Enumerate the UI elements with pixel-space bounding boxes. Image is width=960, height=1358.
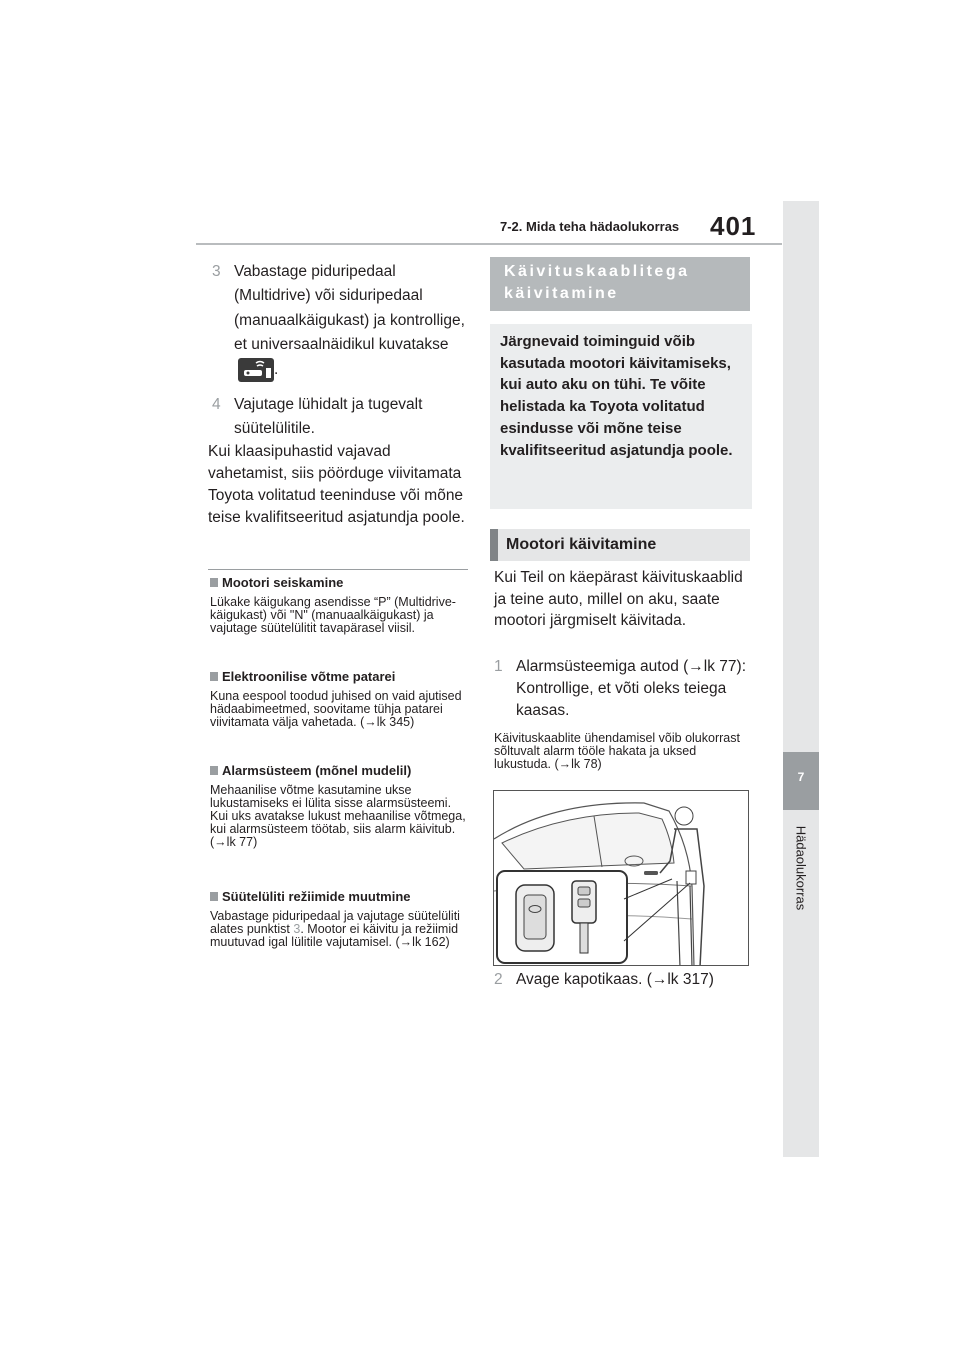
chapter-label: Hädaolukorras xyxy=(793,825,809,911)
intro-paragraph: Kui Teil on käepärast käivituskaablid ja teine auto, millel on aku, saate mootori järgmiselt käivitada. xyxy=(494,569,743,629)
note-marker-icon xyxy=(210,578,218,587)
step-number: 4 xyxy=(212,396,221,413)
step-text: Avage kapotikaas. (→lk 317) xyxy=(516,971,714,988)
step-number: 3 xyxy=(212,263,221,280)
step-text: Vajutage lühidalt ja tugevalt süütelülitile. xyxy=(234,396,423,437)
notes-divider xyxy=(208,569,468,570)
body-paragraph: Kui klaasipuhastid vajavad vahetamist, siis pöörduge viivitamata Toyota volitatud teeninduse või mõne teise kvalifitseeritud asjatundja poole. xyxy=(208,443,465,526)
step-reference: 3 xyxy=(293,922,301,936)
step-number: 1 xyxy=(494,658,503,675)
section-heading: Mootori käivitamine xyxy=(490,529,750,561)
topic-banner: Käivituskaablitega käivitamine xyxy=(490,257,750,311)
note-marker-icon xyxy=(210,672,218,681)
note-title-text: Elektroonilise võtme patarei xyxy=(222,669,396,684)
step-text-end: . xyxy=(274,360,279,378)
note-title-text: Süütelüliti režiimide muutmine xyxy=(222,889,411,904)
note-title-text: Alarmsüsteem (mõnel mudelil) xyxy=(222,763,412,778)
header-divider xyxy=(196,243,782,245)
note-title xyxy=(210,763,411,779)
note-body: Lükake käigukang asendisse “P” (Multidrive-käigukast) või "N" (manuaalkäigukast) ja vajutage süütelülitit tavapärasel viisil. xyxy=(210,595,456,635)
note-title xyxy=(210,669,395,685)
note-title-text: Mootori seiskamine xyxy=(222,575,344,590)
step-1 xyxy=(494,656,752,722)
illustration-person-with-key xyxy=(493,790,749,966)
note-body: Vabastage piduripedaal ja vajutage süütelüliti alates punktist 3. Mootor ei käivitu ja režiimid muutuvad igal lülitile vajutamisel. (→lk 162) xyxy=(210,909,460,949)
step-3 xyxy=(212,260,470,382)
note-title xyxy=(210,889,411,905)
note-body: Kuna eespool toodud juhised on vaid ajutised hädaabimeetmed, soovitame tühja patarei viivitamata välja vahetada. (→lk 345) xyxy=(210,689,462,729)
info-box: Järgnevaid toiminguid võib kasutada mootori käivitamiseks, kui auto aku on tühi. Te võite helistada ka Toyota volitatud esindusse või mõne teise kvalifitseeritud asjatundja poole. xyxy=(490,324,752,509)
page-number: 401 xyxy=(710,211,757,241)
section-title: 7-2. Mida teha hädaolukorras xyxy=(500,219,680,234)
note-title xyxy=(210,575,343,591)
step-2 xyxy=(494,968,752,992)
alarm-note: Käivituskaablite ühendamisel võib olukorrast sõltuvalt alarm tööle hakata ja uksed lukustuda. (→lk 78) xyxy=(494,731,740,771)
note-marker-icon xyxy=(210,766,218,775)
note-marker-icon xyxy=(210,892,218,901)
step-text: Alarmsüsteemiga autod (→lk 77): Kontrollige, et võti oleks teiega kaasas. xyxy=(516,658,747,719)
car-door-key-illustration xyxy=(494,791,749,966)
note-body: Mehaanilise võtme kasutamine ukse lukustamiseks ei lülita sisse alarmsüsteemi. Kui uks avatakse lukust mehaanilise võtmega, kui alarmsüsteem töötab, siis alarm käivitub. (→lk 77) xyxy=(210,783,466,849)
chapter-side-tab xyxy=(783,201,819,1157)
key-indicator-icon xyxy=(238,358,274,382)
chapter-number: 7 xyxy=(797,770,805,784)
step-number: 2 xyxy=(494,971,503,988)
step-4 xyxy=(212,393,470,440)
step-text: Vabastage piduripedaal (Multidrive) või siduripedaal (manuaalkäigukast) ja kontrollige, et universaalnäidikul kuvatakse xyxy=(234,263,465,354)
